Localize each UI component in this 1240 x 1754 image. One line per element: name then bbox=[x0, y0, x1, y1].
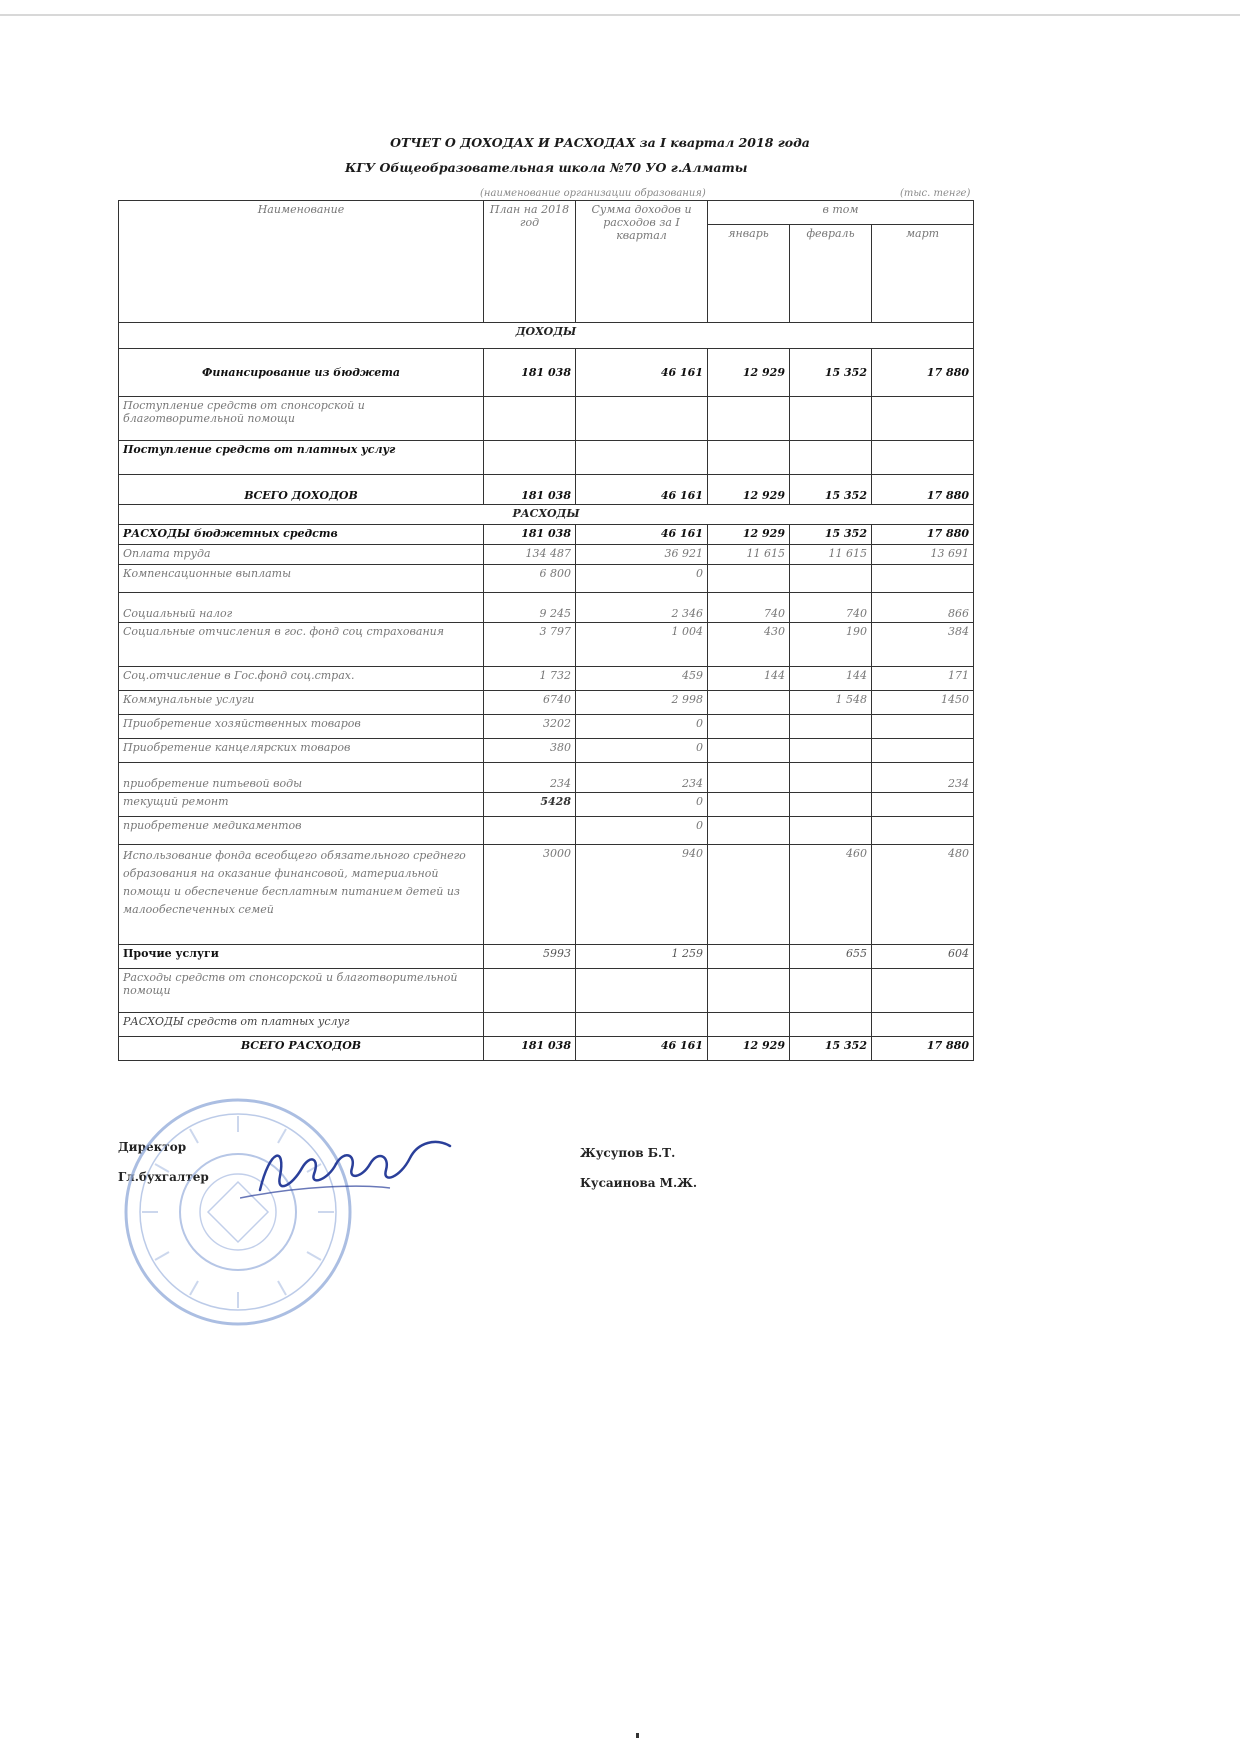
row-name: Финансирование из бюджета bbox=[119, 349, 484, 397]
director-name: Жусупов Б.Т. bbox=[580, 1146, 676, 1160]
cell-jan bbox=[708, 565, 790, 593]
cell-jan: 11 615 bbox=[708, 545, 790, 565]
cell-feb bbox=[790, 397, 872, 441]
cell-sum: 46 161 bbox=[576, 475, 708, 505]
cell-jan: 430 bbox=[708, 623, 790, 667]
cell-plan bbox=[484, 969, 576, 1013]
cell-feb: 460 bbox=[790, 845, 872, 945]
cell-plan: 5428 bbox=[484, 793, 576, 817]
cell-mar: 866 bbox=[872, 593, 974, 623]
table-row bbox=[119, 793, 974, 817]
cell-sum: 0 bbox=[576, 793, 708, 817]
cell-plan: 234 bbox=[484, 763, 576, 793]
header-including: в том bbox=[708, 201, 974, 225]
row-name: Поступление средств от спонсорской и благотворительной помощи bbox=[119, 397, 484, 441]
cell-sum: 1 259 bbox=[576, 945, 708, 969]
table-row bbox=[119, 845, 974, 945]
cell-sum: 0 bbox=[576, 565, 708, 593]
cell-feb: 740 bbox=[790, 593, 872, 623]
cell-mar bbox=[872, 739, 974, 763]
cell-jan bbox=[708, 793, 790, 817]
row-name: приобретение питьевой воды bbox=[119, 763, 484, 793]
cell-mar bbox=[872, 817, 974, 845]
cell-mar bbox=[872, 397, 974, 441]
cell-jan bbox=[708, 397, 790, 441]
cell-plan: 3 797 bbox=[484, 623, 576, 667]
cell-plan: 181 038 bbox=[484, 349, 576, 397]
cell-jan bbox=[708, 715, 790, 739]
section-expense: РАСХОДЫ bbox=[119, 505, 974, 525]
row-name: Расходы средств от спонсорской и благотворительной помощи bbox=[119, 969, 484, 1013]
cell-sum bbox=[576, 397, 708, 441]
cell-feb: 190 bbox=[790, 623, 872, 667]
table-row bbox=[119, 475, 974, 505]
cell-jan bbox=[708, 691, 790, 715]
cell-feb bbox=[790, 763, 872, 793]
table-row bbox=[119, 1013, 974, 1037]
cell-sum: 46 161 bbox=[576, 349, 708, 397]
cell-feb bbox=[790, 969, 872, 1013]
cell-feb bbox=[790, 1013, 872, 1037]
table-row bbox=[119, 525, 974, 545]
cell-plan: 6 800 bbox=[484, 565, 576, 593]
cell-sum: 459 bbox=[576, 667, 708, 691]
cell-sum: 46 161 bbox=[576, 525, 708, 545]
cell-jan bbox=[708, 1013, 790, 1037]
cell-sum: 36 921 bbox=[576, 545, 708, 565]
header-sum: Сумма доходов и расходов за I квартал bbox=[576, 201, 708, 323]
cell-mar: 13 691 bbox=[872, 545, 974, 565]
cell-jan bbox=[708, 845, 790, 945]
director-label: Директор bbox=[118, 1140, 187, 1154]
accountant-label: Гл.бухгалтер bbox=[118, 1170, 209, 1184]
organization-name: КГУ Общеобразовательная школа №70 УО г.Алматы bbox=[345, 160, 748, 175]
cell-mar bbox=[872, 1013, 974, 1037]
director-signature bbox=[240, 1128, 470, 1208]
cell-plan: 3000 bbox=[484, 845, 576, 945]
row-name: Использование фонда всеобщего обязательного среднего образования на оказание финансовой, материальной помощи и обеспечение бесплатным питанием детей из малообеспеченных семей bbox=[119, 845, 484, 945]
cell-sum: 234 bbox=[576, 763, 708, 793]
cell-jan bbox=[708, 969, 790, 1013]
header-february: февраль bbox=[790, 225, 872, 323]
cell-mar: 17 880 bbox=[872, 349, 974, 397]
cell-plan bbox=[484, 441, 576, 475]
section-income: ДОХОДЫ bbox=[119, 323, 974, 349]
cell-sum: 0 bbox=[576, 739, 708, 763]
cell-plan: 380 bbox=[484, 739, 576, 763]
cell-plan: 9 245 bbox=[484, 593, 576, 623]
cell-sum: 2 998 bbox=[576, 691, 708, 715]
row-name: Приобретение хозяйственных товаров bbox=[119, 715, 484, 739]
cell-mar bbox=[872, 441, 974, 475]
cell-sum: 0 bbox=[576, 715, 708, 739]
cell-sum bbox=[576, 969, 708, 1013]
table-row bbox=[119, 763, 974, 793]
cell-jan bbox=[708, 763, 790, 793]
table-row bbox=[119, 739, 974, 763]
table-row bbox=[119, 593, 974, 623]
scan-edge-line bbox=[0, 14, 1240, 16]
cell-feb bbox=[790, 739, 872, 763]
table-row bbox=[119, 545, 974, 565]
cell-feb: 15 352 bbox=[790, 475, 872, 505]
row-name: Социальные отчисления в гос. фонд соц страхования bbox=[119, 623, 484, 667]
cell-jan bbox=[708, 945, 790, 969]
table-row bbox=[119, 969, 974, 1013]
cell-sum: 46 161 bbox=[576, 1037, 708, 1061]
cell-plan: 6740 bbox=[484, 691, 576, 715]
cell-plan bbox=[484, 817, 576, 845]
cell-feb: 1 548 bbox=[790, 691, 872, 715]
cell-mar: 234 bbox=[872, 763, 974, 793]
cell-feb: 11 615 bbox=[790, 545, 872, 565]
cell-sum: 2 346 bbox=[576, 593, 708, 623]
cell-feb: 144 bbox=[790, 667, 872, 691]
row-name: Приобретение канцелярских товаров bbox=[119, 739, 484, 763]
row-name: Социальный налог bbox=[119, 593, 484, 623]
table-row bbox=[119, 397, 974, 441]
row-name: текущий ремонт bbox=[119, 793, 484, 817]
cell-feb bbox=[790, 817, 872, 845]
row-name: Компенсационные выплаты bbox=[119, 565, 484, 593]
row-name: Соц.отчисление в Гос.фонд соц.страх. bbox=[119, 667, 484, 691]
organization-caption: (наименование организации образования) bbox=[480, 188, 706, 199]
cell-plan: 1 732 bbox=[484, 667, 576, 691]
report-title: ОТЧЕТ О ДОХОДАХ И РАСХОДАХ за I квартал 2018 года bbox=[390, 135, 810, 150]
cell-mar bbox=[872, 969, 974, 1013]
units-caption: (тыс. тенге) bbox=[900, 188, 971, 199]
cell-sum bbox=[576, 1013, 708, 1037]
cell-feb: 655 bbox=[790, 945, 872, 969]
cell-mar: 17 880 bbox=[872, 1037, 974, 1061]
table-row bbox=[119, 715, 974, 739]
table-row bbox=[119, 565, 974, 593]
cell-plan: 3202 bbox=[484, 715, 576, 739]
cell-sum: 940 bbox=[576, 845, 708, 945]
cell-jan: 12 929 bbox=[708, 475, 790, 505]
header-january: январь bbox=[708, 225, 790, 323]
cell-mar: 171 bbox=[872, 667, 974, 691]
table-row bbox=[119, 945, 974, 969]
table-row bbox=[119, 441, 974, 475]
cell-feb bbox=[790, 441, 872, 475]
cell-jan: 12 929 bbox=[708, 1037, 790, 1061]
cell-plan: 5993 bbox=[484, 945, 576, 969]
cell-mar bbox=[872, 715, 974, 739]
table-row bbox=[119, 349, 974, 397]
row-name: Коммунальные услуги bbox=[119, 691, 484, 715]
row-name: РАСХОДЫ бюджетных средств bbox=[119, 525, 484, 545]
cell-feb: 15 352 bbox=[790, 1037, 872, 1061]
cell-mar: 604 bbox=[872, 945, 974, 969]
row-name: Поступление средств от платных услуг bbox=[119, 441, 484, 475]
cell-jan: 12 929 bbox=[708, 525, 790, 545]
cell-mar: 17 880 bbox=[872, 475, 974, 505]
cell-jan bbox=[708, 817, 790, 845]
cell-jan bbox=[708, 739, 790, 763]
row-name: Прочие услуги bbox=[119, 945, 484, 969]
cell-mar: 17 880 bbox=[872, 525, 974, 545]
row-name: РАСХОДЫ средств от платных услуг bbox=[119, 1013, 484, 1037]
cell-plan bbox=[484, 1013, 576, 1037]
cell-feb bbox=[790, 793, 872, 817]
cell-jan: 144 bbox=[708, 667, 790, 691]
cell-sum bbox=[576, 441, 708, 475]
cell-mar: 480 bbox=[872, 845, 974, 945]
cell-mar: 384 bbox=[872, 623, 974, 667]
row-name: ВСЕГО ДОХОДОВ bbox=[119, 475, 484, 505]
cell-jan: 740 bbox=[708, 593, 790, 623]
table-row bbox=[119, 667, 974, 691]
row-name: Оплата труда bbox=[119, 545, 484, 565]
header-march: март bbox=[872, 225, 974, 323]
table-row bbox=[119, 1037, 974, 1061]
cell-sum: 1 004 bbox=[576, 623, 708, 667]
accountant-name: Кусаинова М.Ж. bbox=[580, 1176, 698, 1190]
cell-mar: 1450 bbox=[872, 691, 974, 715]
table-row bbox=[119, 817, 974, 845]
cell-plan: 181 038 bbox=[484, 475, 576, 505]
income-expense-table bbox=[118, 200, 974, 1061]
cell-jan: 12 929 bbox=[708, 349, 790, 397]
table-row bbox=[119, 623, 974, 667]
scan-speck bbox=[636, 1733, 639, 1738]
cell-plan bbox=[484, 397, 576, 441]
cell-plan: 181 038 bbox=[484, 1037, 576, 1061]
cell-mar bbox=[872, 565, 974, 593]
header-plan: План на 2018 год bbox=[484, 201, 576, 323]
cell-plan: 181 038 bbox=[484, 525, 576, 545]
cell-jan bbox=[708, 441, 790, 475]
cell-feb: 15 352 bbox=[790, 349, 872, 397]
table-row bbox=[119, 691, 974, 715]
cell-feb bbox=[790, 565, 872, 593]
row-name: приобретение медикаментов bbox=[119, 817, 484, 845]
cell-mar bbox=[872, 793, 974, 817]
cell-sum: 0 bbox=[576, 817, 708, 845]
cell-feb: 15 352 bbox=[790, 525, 872, 545]
header-name: Наименование bbox=[119, 201, 484, 323]
cell-feb bbox=[790, 715, 872, 739]
cell-plan: 134 487 bbox=[484, 545, 576, 565]
row-name: ВСЕГО РАСХОДОВ bbox=[119, 1037, 484, 1061]
